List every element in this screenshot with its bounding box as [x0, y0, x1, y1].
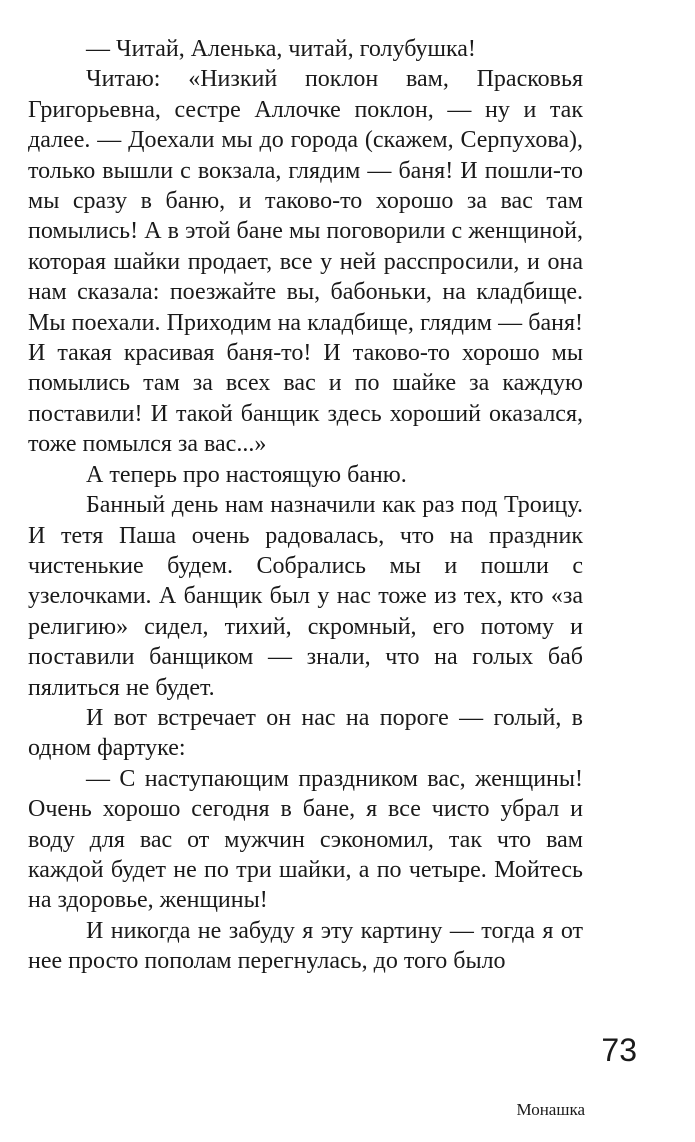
paragraph: А теперь про настоящую баню. [86, 461, 407, 488]
page-number: 73 [601, 1032, 637, 1068]
body-text [28, 34, 583, 977]
paragraph: И вот встречает он нас на пороге — голый, в одном фартуке: [28, 704, 583, 762]
running-footer: Монашка [516, 1100, 585, 1119]
paragraph: Читаю: «Низкий поклон вам, Прасковья Григорьевна, сестре Аллочке поклон, — ну и так далее. — Доехали мы до города (скажем, Серпухова), только вышли с вокзала, глядим — баня! И пошли-то мы сразу в баню, и таково-то хорошо за вас там помылись! А в этой бане мы поговорили с женщиной, которая шайки продает, все у ней расспросили, и она нам сказала: поезжайте вы, бабоньки, на кладбище. Мы поехали. Приходим на кладбище, глядим — баня! И такая красивая баня-то! И таково-то хорошо мы помылись там за всех вас и по шайке за каждую поставили! И такой банщик здесь хороший оказался, тоже помылся за вас...» [28, 66, 583, 458]
paragraph: — С наступающим праздником вас, женщины! Очень хорошо сегодня в бане, я все чисто убрал и воду для вас от мужчин сэкономил, так что вам каждой будет не по три шайки, а по четыре. Мойтесь на здоровье, женщины! [28, 765, 583, 914]
paragraph: Банный день нам назначили как раз под Троицу. И тетя Паша очень радовалась, что на праздник чистенькие будем. Собрались мы и пошли с узелочками. А банщик был у нас тоже из тех, кто «за религию» сидел, тихий, скромный, его потому и поставили банщиком — знали, что на голых баб пялиться не будет. [28, 492, 583, 701]
paragraph: — Читай, Аленька, читай, голубушка! [86, 36, 476, 62]
paragraph: И никогда не забуду я эту картину — тогда я от нее просто пополам перегнулась, до того было [28, 917, 583, 975]
